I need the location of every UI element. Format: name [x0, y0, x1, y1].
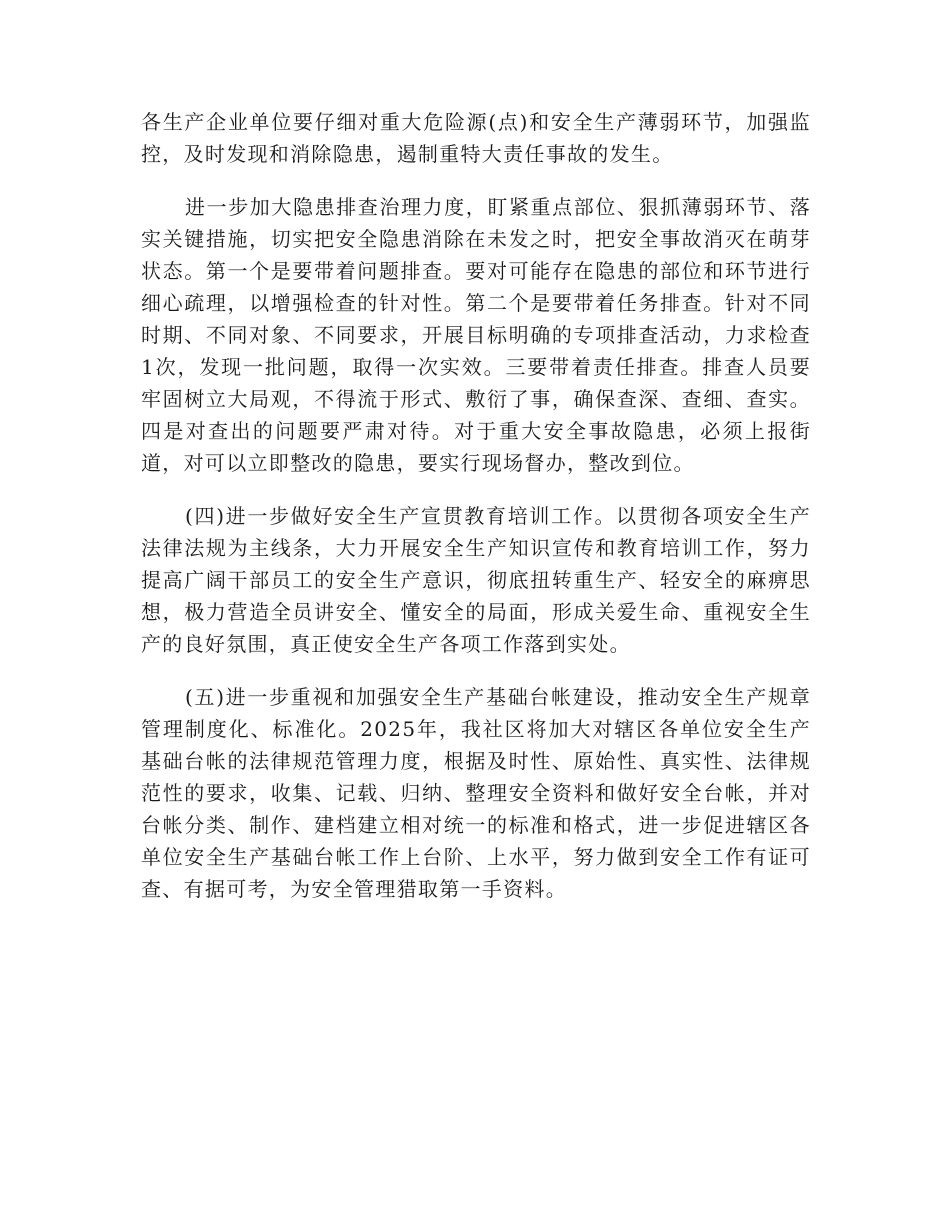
- paragraph-safety-ledger: (五)进一步重视和加强安全生产基础台帐建设，推动安全生产规章管理制度化、标准化。2025年，我社区将加大对辖区各单位安全生产基础台帐的法律规范管理力度，根据及时性、原始性、真实性、法律规范性的要求，收集、记载、归纳、整理安全资料和做好安全台帐，并对台帐分类、制作、建档建立相对统一的标准和格式，进一步促进辖区各单位安全生产基础台帐工作上台阶、上水平，努力做到安全工作有证可查、有据可考，为安全管理猎取第一手资料。: [141, 685, 811, 901]
- paragraph-safety-education: (四)进一步做好安全生产宣贯教育培训工作。以贯彻各项安全生产法律法规为主线条，大力开展安全生产知识宣传和教育培训工作，努力提高广阔干部员工的安全生产意识，彻底扭转重生产、轻安全的麻痹思想，极力营造全员讲安全、懂安全的局面，形成关爱生命、重视安全生产的良好氛围，真正使安全生产各项工作落到实处。: [141, 504, 811, 656]
- paragraph-hazard-inspection: 进一步加大隐患排查治理力度，盯紧重点部位、狠抓薄弱环节、落实关键措施，切实把安全隐患消除在未发之时，把安全事故消灭在萌芽状态。第一个是要带着问题排查。要对可能存在隐患的部位和环节进行细心疏理，以增强检查的针对性。第二个是要带着任务排查。针对不同时期、不同对象、不同要求，开展目标明确的专项排查活动，力求检查1次，发现一批问题，取得一次实效。三要带着责任排查。排查人员要牢固树立大局观，不得流于形式、敷衍了事，确保查深、查细、查实。四是对查出的问题要严肃对待。对于重大安全事故隐患，必须上报街道，对可以立即整改的隐患，要实行现场督办，整改到位。: [141, 195, 811, 475]
- paragraph-hazard-monitoring: 各生产企业单位要仔细对重大危险源(点)和安全生产薄弱环节，加强监控，及时发现和消除隐患，遏制重特大责任事故的发生。: [141, 110, 811, 166]
- document-body: [141, 106, 811, 926]
